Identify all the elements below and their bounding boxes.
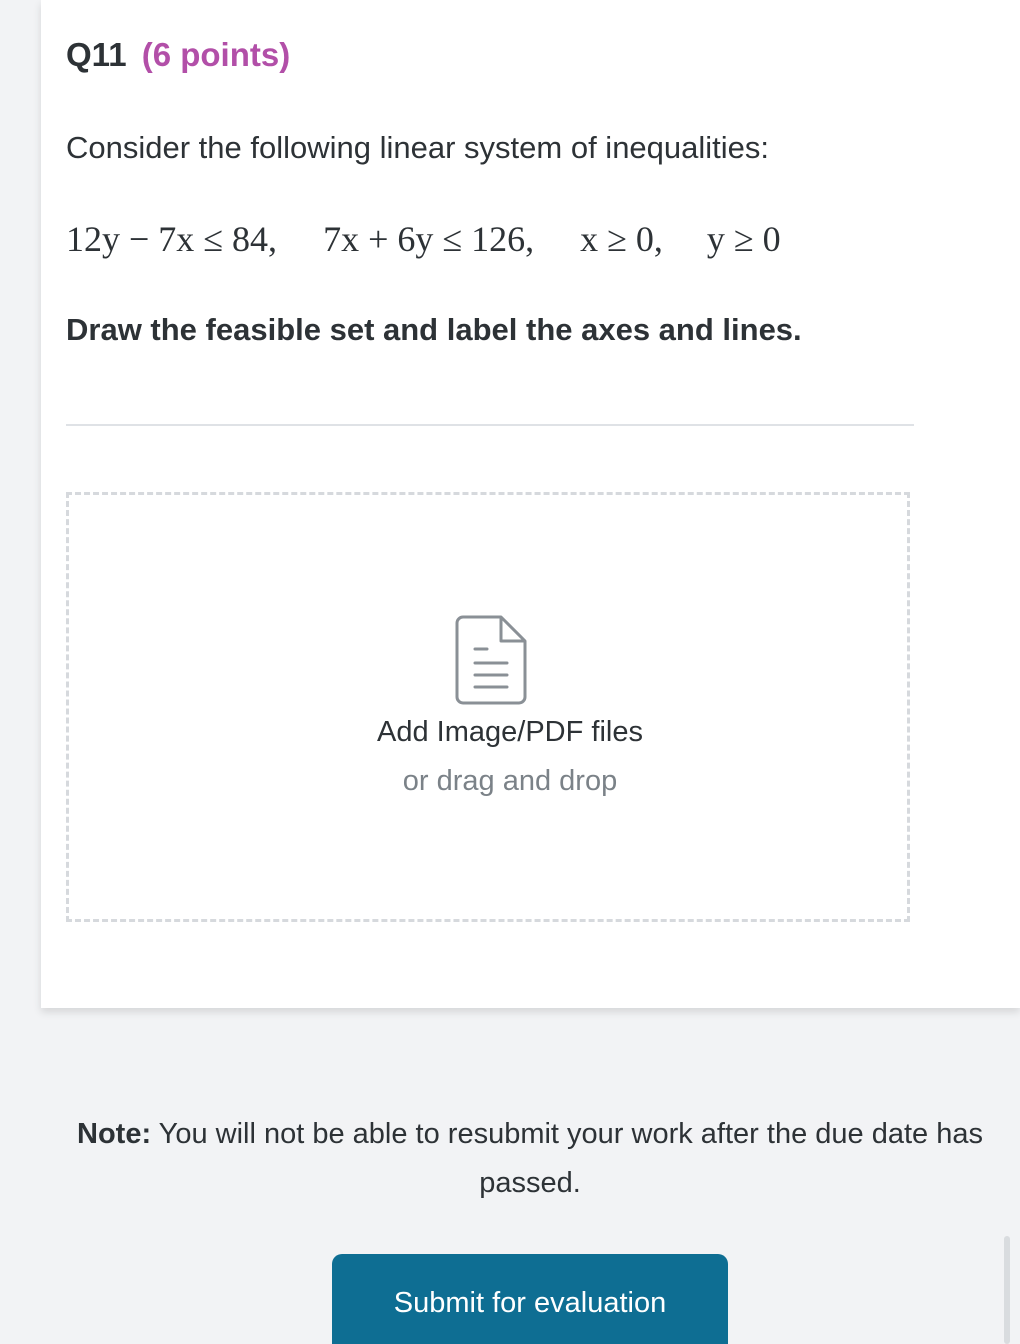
resubmit-note	[55, 1110, 1005, 1208]
inequality-4: y ≥ 0	[706, 219, 781, 259]
file-dropzone[interactable]	[66, 492, 910, 922]
divider	[66, 424, 914, 426]
submit-for-evaluation-button[interactable]: Submit for evaluation	[332, 1254, 728, 1344]
inequality-1: 12y − 7x ≤ 84,	[66, 219, 278, 259]
note-text: You will not be able to resubmit your work after the due date has passed.	[151, 1118, 983, 1199]
file-document-icon[interactable]	[455, 615, 527, 705]
note-label: Note:	[77, 1118, 152, 1150]
add-files-link[interactable]: Add Image/PDF files	[377, 716, 643, 748]
page-scrollbar[interactable]	[1004, 1236, 1010, 1344]
drag-drop-hint: or drag and drop	[402, 765, 618, 797]
question-prompt: Consider the following linear system of inequalities:	[66, 130, 770, 165]
inequality-2: 7x + 6y ≤ 126,	[323, 219, 535, 259]
question-header	[66, 36, 290, 74]
inequality-3: x ≥ 0,	[580, 219, 663, 259]
question-points: (6 points)	[141, 36, 291, 73]
inequality-system	[66, 218, 781, 260]
question-number: Q11	[66, 36, 127, 73]
question-instruction: Draw the feasible set and label the axes and lines.	[66, 312, 802, 347]
